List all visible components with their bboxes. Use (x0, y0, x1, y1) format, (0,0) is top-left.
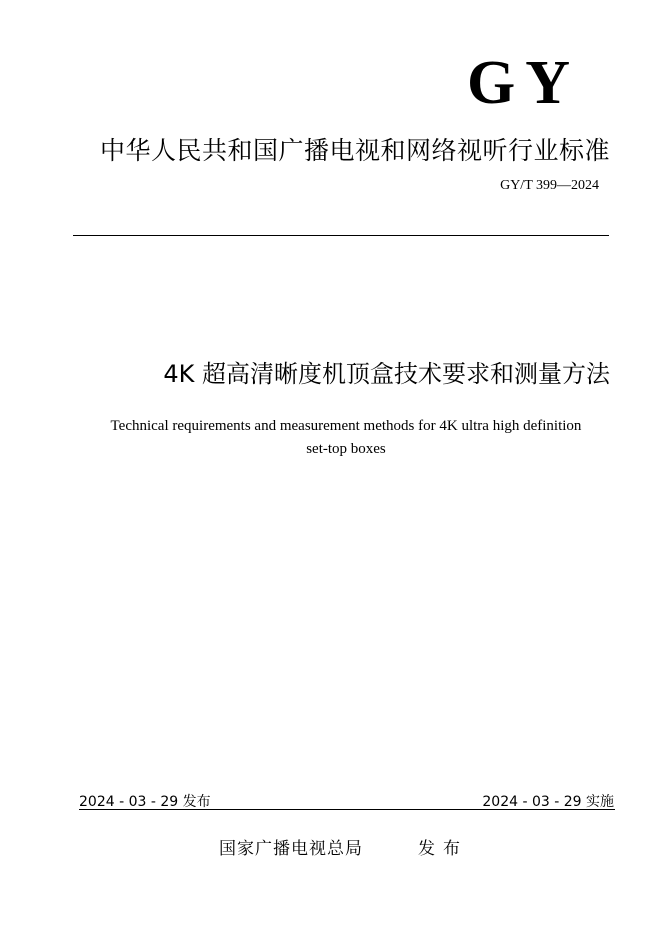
standard-number: GY/T 399—2024 (500, 178, 599, 193)
chinese-title: 4K 超高清晰度机顶盒技术要求和测量方法 (163, 360, 610, 388)
footer-divider (79, 809, 615, 810)
english-title-line-2: set-top boxes (306, 441, 386, 457)
issue-label: 发布 (418, 839, 468, 859)
english-title (90, 415, 602, 461)
organization-title: 中华人民共和国广播电视和网络视听行业标准 (99, 136, 610, 165)
header-divider (73, 235, 609, 236)
implement-date: 2024 - 03 - 29 实施 (482, 794, 614, 810)
publish-date: 2024 - 03 - 29 发布 (79, 794, 211, 810)
gy-logo: GY (467, 49, 580, 117)
issuer-name: 国家广播电视总局 (219, 839, 363, 859)
english-title-line-1: Technical requirements and measurement methods for 4K ultra high definition (110, 418, 582, 434)
